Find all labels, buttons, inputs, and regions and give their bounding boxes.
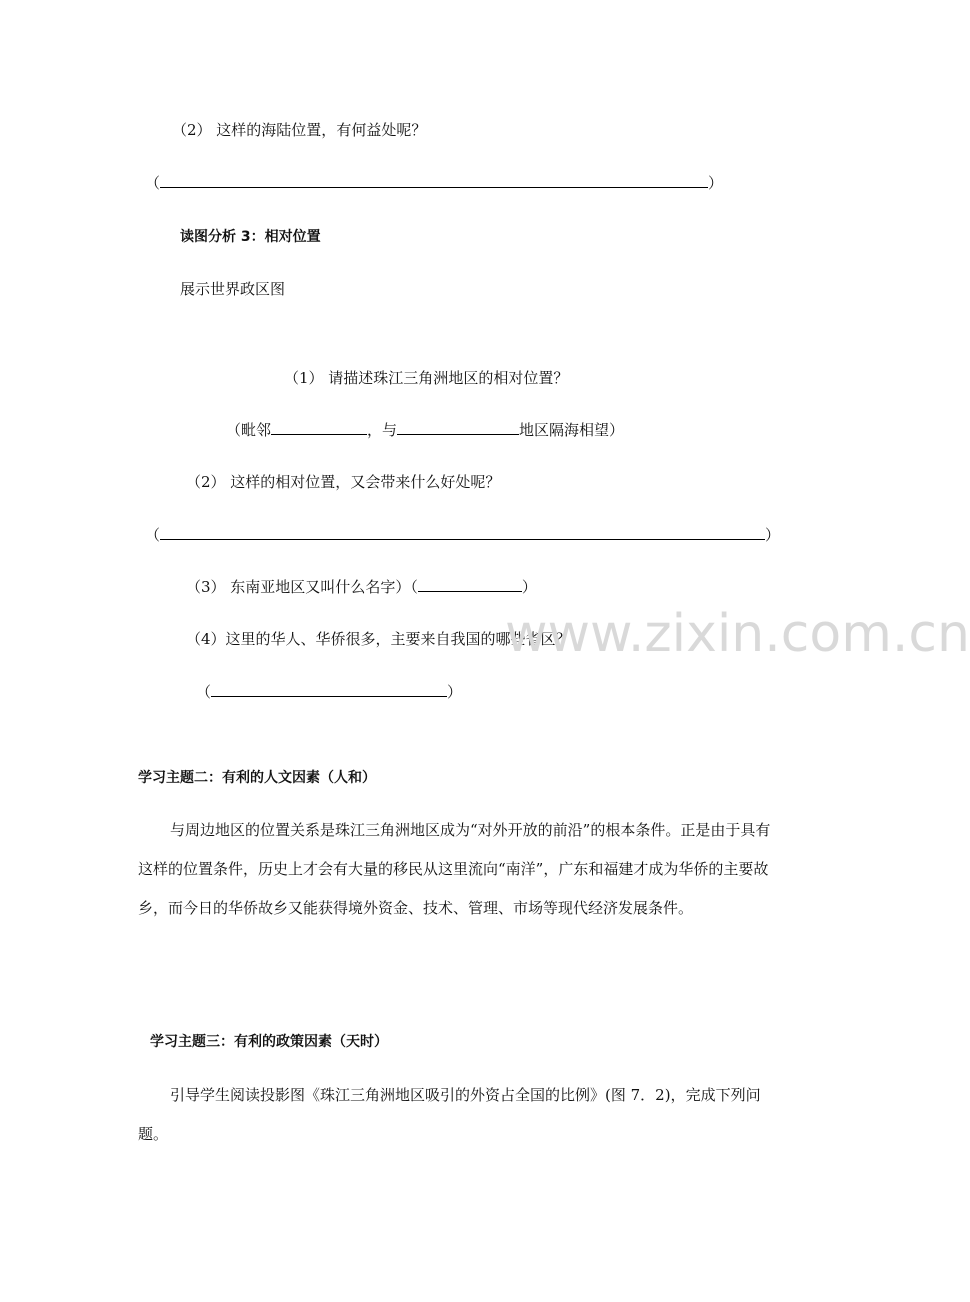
paren-open: （ <box>145 526 161 544</box>
topic-2-paragraph: 与周边地区的位置关系是珠江三角洲地区成为“对外开放的前沿”的根本条件。正是由于具有这样的位置条件，历史上才会有大量的移民从这里流向“南洋”，广东和福建才成为华侨的主要故乡，而今日的华侨故乡又能获得境外资金、技术、管理、市场等现代经济发展条件。 <box>138 821 771 917</box>
across-sea-blank[interactable] <box>397 420 519 435</box>
answer-blank[interactable] <box>160 173 708 188</box>
question-3-southeast-asia <box>186 577 537 597</box>
question-2-relative-benefit: （2） 这样的相对位置，又会带来什么好处呢？ <box>186 473 501 491</box>
border-prefix: （毗邻 <box>226 421 272 439</box>
paren-close: ） <box>447 683 463 701</box>
paren-open: （ <box>196 683 212 701</box>
neighbor-blank[interactable] <box>271 420 367 435</box>
border-suffix: 地区隔海相望） <box>519 421 625 439</box>
answer-line-1[interactable] <box>145 173 723 193</box>
show-world-map: 展示世界政区图 <box>180 280 286 298</box>
answer-blank[interactable] <box>211 682 447 697</box>
answer-blank[interactable] <box>418 577 522 592</box>
border-fill-line <box>226 420 624 440</box>
question-2-sea-land: （2） 这样的海陆位置，有何益处呢？ <box>172 121 427 139</box>
answer-blank[interactable] <box>160 525 765 540</box>
answer-line-2[interactable] <box>145 525 780 545</box>
read-analysis-3-heading: 读图分析 3：相对位置 <box>180 229 321 245</box>
border-mid: ，与 <box>367 421 398 439</box>
paren-close: ） <box>765 526 781 544</box>
watermark: www.zixin.com.cn <box>505 604 970 664</box>
question-4-overseas-chinese: （4）这里的华人、华侨很多，主要来自我国的哪些省区？ <box>186 630 571 648</box>
paren-close: ） <box>708 174 724 192</box>
topic-3-paragraph: 引导学生阅读投影图《珠江三角洲地区吸引的外资占全国的比例》(图 7．2)，完成下列问题。 <box>138 1086 761 1143</box>
topic-3-heading: 学习主题三：有利的政策因素（天时） <box>150 1034 388 1050</box>
question-3-text: （3） 东南亚地区又叫什么名字）（ <box>186 578 418 596</box>
paren-close: ） <box>521 578 537 596</box>
topic-2-heading: 学习主题二：有利的人文因素（人和） <box>138 770 376 786</box>
paren-open: （ <box>145 174 161 192</box>
answer-line-3[interactable] <box>196 682 462 702</box>
question-1-relative-position: （1） 请描述珠江三角洲地区的相对位置？ <box>284 369 569 387</box>
